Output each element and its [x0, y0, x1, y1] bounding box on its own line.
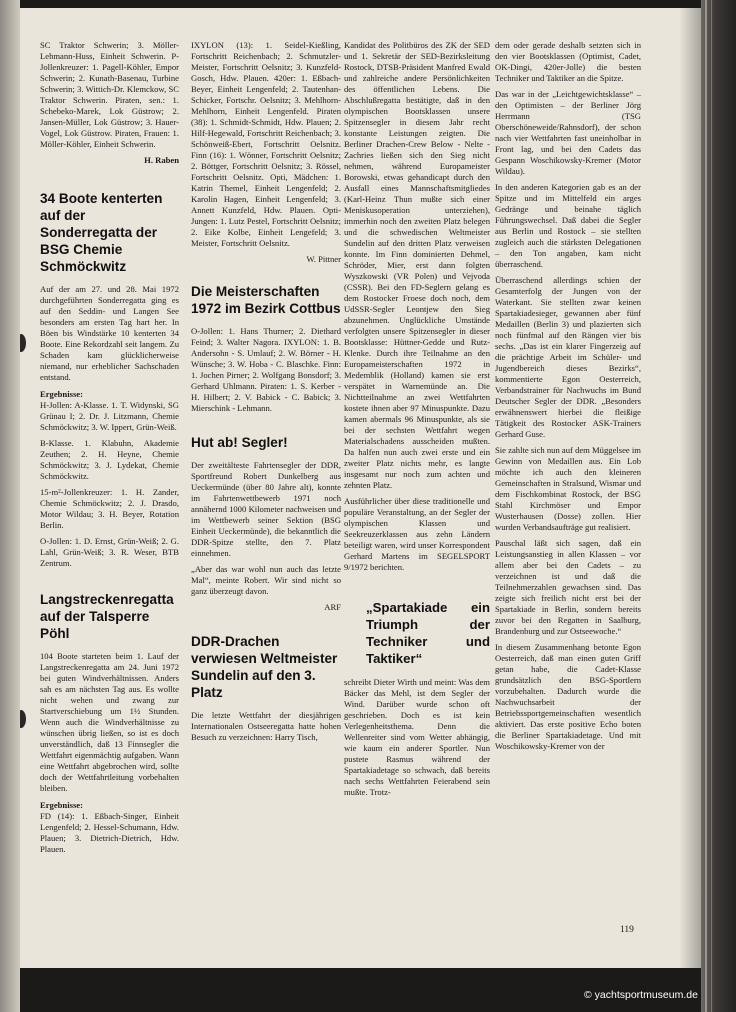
col4-paragraph-6: Pauschal läßt sich sagen, daß ein Leistungsanstieg in allen Klassen – vor allem aber bei den Cadets – zu verzeichnen ist und daß die Teilnehmerzahlen gewachsen sind. Das zeigte sich freilich nicht erst bei der Spartakiade in Berlin, sondern bereits zuvor bei den Regatten in Saalburg, Brandenburg und zur Ostseewoche.“	[495, 538, 641, 636]
column-3	[344, 40, 490, 803]
col3-paragraph-2: Ausführlicher über diese traditionelle und populäre Veranstaltung, an der Segler der olympischen Klassen und Seekreuzerklassen aus zehn Ländern beteiligt waren, wird unser Korrespondent Gerhard Martens im SEGELSPORT 9/1972 berichten.	[344, 496, 490, 572]
col2-signature: W. Pittner	[306, 254, 341, 264]
punch-hole-bottom	[20, 710, 26, 728]
results-b-klasse: B-Klasse. 1. Klabuhn, Akademie Zeuthen; 2. H. Heyne, Chemie Schmöckwitz; 3. J. Lydekat, Chemie Schmöckwitz.	[40, 438, 179, 481]
article-heading-hut-ab: Hut ab! Segler!	[191, 435, 288, 450]
book-edge-left	[0, 0, 20, 1012]
results-jollenkreuzer: 15-m²-Jollenkreuzer: 1. H. Zander, Chemie Schmöckwitz; 2. J. Drasdo, Motor Wildau; 3. H. Beyer, Rotation Berlin.	[40, 487, 179, 530]
column-4	[495, 40, 641, 757]
results-label: Ergebnisse:	[40, 800, 83, 810]
column-2	[191, 40, 341, 748]
article-heading-schmoeckwitz: 34 Boote kenterten auf der Sonderregatta der BSG Chemie Schmöckwitz	[40, 191, 163, 274]
punch-hole-top	[20, 334, 26, 352]
article-heading-ddr-drachen: DDR-Drachen verwiesen Weltmeister Sundelin auf den 3. Platz	[191, 634, 338, 700]
article-heading-spartakiade: „Spartakiade ein Triumph der Techniker und Taktiker“	[366, 600, 490, 666]
article-quote-hut-ab: „Aber das war wohl nun auch das letzte Mal“, meinte Robert. Wir sind nicht so ganz überzeugt davon.	[191, 564, 341, 596]
col4-paragraph-3: In den anderen Kategorien gab es an der Spitze und im Mittelfeld ein arges Gedränge und beinahe täglich Führungswechsel. Daß dabei die Segler aus Berlin und Rostock – sie stellten zugleich auch die stärksten Delegationen – den Ton angaben, kam nicht überraschend.	[495, 182, 641, 269]
column-1	[40, 40, 179, 860]
hut-ab-signature: ARF	[324, 602, 341, 612]
article-heading-poehl: Langstreckenregatta auf der Talsperre Pöhl	[40, 592, 174, 641]
watermark-text: © yachtsportmuseum.de	[584, 989, 698, 1001]
col1-signature: H. Raben	[144, 155, 179, 165]
col4-paragraph-7: In diesem Zusammenhang betonte Egon Oesterreich, daß man einen guten Griff getan habe, die Cadet-Klasse grundsätzlich den BSG-Sportlern vorzubehalten. Dadurch wurde die Nachwuchsarbeit der Betriebssportgemeinschaften wesentlich aktiviert. Das erste positive Echo boten die Berliner Spartakiadetage. Und mit Woschikowsky-Kremer von der	[495, 642, 641, 751]
article-body-ddr-drachen: Die letzte Wettfahrt der diesjährigen Internationalen Ostseeregatta hatte hohen Besuch zu verzeichnen: Harry Tisch,	[191, 710, 341, 742]
article-body-hut-ab: Der zweitälteste Fahrtensegler der DDR, Sportfreund Robert Dunkelberg aus Ueckermünde (über 80 Jahre alt), konnte im Fahrtenwettbewerb 1971 noch annähernd 1000 Kilometer nachweisen und im Wettbewerb seiner Sektion (BSG Einheit Ueckermünde), die bekanntlich die DDR-Spitze stellte, den 7. Platz einnehmen.	[191, 460, 341, 558]
col1-intro: SC Traktor Schwerin; 3. Möller-Lehmann-Huss, Einheit Schwerin. P-Jollenkreuzer: 1. Pagell-Köhler, Empor Schwerin; 2. Kunath-Basenau, Turbine Schwerin; 3. Wittich-Dr. Klemckow, SC Traktor Schwerin. Piraten, sen.: 1. Schebeko-Marek, Lok Güstrow; 2. Jansen-Müller, Lok Güstrow; 3. Hauer-Vogel, Lok Güstrow. Piraten, Frauen: 1. Möller-Köhler, Einheit Schwerin.	[40, 40, 179, 149]
results-fd: FD (14): 1. Eßbach-Singer, Einheit Lengenfeld; 2. Hessel-Schumann, Hdw. Plauen; 3. Dietrich-Dietrich, Hdw. Plauen.	[40, 811, 179, 854]
results-o-jollen: O-Jollen: 1. D. Ernst, Grün-Weiß; 2. G. Lahl, Grün-Weiß; 3. R. Weser, BTB Zentrum.	[40, 536, 179, 568]
col4-paragraph-5: Sie zahlte sich nun auf dem Müggelsee im Gewinn von Medaillen aus. Ein Lob möchte ich auch den kleineren Gemeinschaften in Stralsund, Wismar und dem Fischkombinat Rostock, der BSG Stahl Kirchmöser und Empor Wusterhausen (Dosse) zollen. Hier wurden Verbandsaufträge gut realisiert.	[495, 445, 641, 532]
results-label: Ergebnisse:	[40, 389, 83, 399]
col3-paragraph-1: Kandidat des Politbüros des ZK der SED und 1. Sekretär der SED-Bezirksleitung Rostock, DTSB-Präsident Manfred Ewald und zahlreiche andere Persönlichkeiten des öffentlichen Lebens. Die Abschlußregatta bestätigte, daß in den olympischen Bootsklassen unsere Spitzensegler in diesem Jahr recht konstante Leistungen zeigten. Die Berliner Drachen-Crew Below - Nelte - Zachries ließen sich den Sieg nicht nehmen, während Europameister Borowski, etwas gehandicapt durch den Ausfall eines Mannschaftsmitgliedes (Karl-Heinz Thun mußte sich einer Meniskusoperation unterziehen), immerhin noch den zweiten Platz belegen und die schwedischen Weltmeister Sundelin auf den dritten Platz verweisen konnte. Im Finn dominierten Dehmel, Schröder, Mier, erst dann folgten Wyszkowski (VR Polen) und Vejvoda (CSSR). Bei den FD-Seglern gelang es dem Rostocker Froese doch noch, dem UdSSR-Segler Leontjew den Sieg abzunehmen. Unglückliche Umstände verfolgten unsere Spitzensegler in dieser Bootsklasse: Hüttner-Gedde und Rutz-Klenke. Durch ihre Teilnahme an den Europameisterschaften 1972 in Medemblik (Holland) kamen sie erst verspätet in Warnemünde an. Die Nichtteilnahme an zwei Wettfahrten kostete ihnen aber 97 Minuspunkte. Dazu kamen abermals 96 Minuspunkte, als sie bei der sechsten Wettfahrt wegen Materialschadens ausscheiden mußten. Da halfen nun auch zwei erste und ein zweiter Platz nichts mehr, es langte insgesamt nur noch zum achten und zehnten Platz.	[344, 40, 490, 490]
results-h-jollen: H-Jollen: A-Klasse. 1. T. Widynski, SG Grünau I; 2. Dr. J. Litzmann, Chemie Schmöckwitz; 3. W. Ippert, Grün-Weiß.	[40, 400, 179, 432]
article-body-schmoeckwitz: Auf der am 27. und 28. Mai 1972 durchgeführten Sonderregatta ging es auf den Seddin- und Langen See besonders am ersten Tag hart her. In Böen bis Windstärke 10 kenterten 34 Boote. Eine Rekordzahl seit langem. Zu Schaden kam glücklicherweise niemand, nur erheblicher Sachschaden entstand.	[40, 284, 179, 382]
article-body-poehl: 104 Boote starteten beim 1. Lauf der Langstreckenregatta am 24. Juni 1972 bei guten Windverhältnissen. Anders sah es am nächsten Tag aus. Es wollte nicht wehen und zwang zur Startverschiebung um 1½ Stunden. Wenn auch die Windverhältnisse zu wünschen übrig ließen, so ist es doch unverständlich, daß 13 Finnsegler die Wettfahrt eigenmächtig aufgaben. Wann eine Wettfahrt abgebrochen wird, sollte doch der Wettfahrtleitung vorbehalten bleiben.	[40, 651, 179, 793]
page-number: 119	[620, 925, 634, 935]
col2-results: IXYLON (13): 1. Seidel-Kießling, Fortschritt Reichenbach; 2. Schmutzler-Meister, Fortschritt Oelsnitz; 3. Kunzfeld-Gosch, Hdw. Plauen. 420er: 1. Eßbach-Beyer, Einheit Lengenfeld; 2. Tautenhan-Schicker, Fortschr. Oelsnitz; 3. Mehlhorn-Mehlhorn, Einheit Lengenfeld. Piraten (38): 1. Schmidt-Schmidt, Hdw. Plauen; 2. Hilf-Hegewald, Fortschritt Reichenbach; 3. Schönweiß-Ebert, Fortschritt Oelsnitz. Finn (16): 1. Wönner, Fortschritt Oelsnitz; 2. Böttger, Fortschritt Oelsnitz; 3. Rössel, Fortschritt Oelsnitz. Opti, Mädchen: 1. Katrin Themel, Einheit Lengenfeld; 2. Karolin Hagen, Einheit Lengenfeld; 3. Annett Kunzfeld, Hdw. Plauen. Opti-Jungen: 1. Lutz Pestel, Fortschritt Oelsnitz; 2. Eike Kolbe, Einheit Lengefeld; 3. Meister, Fortschritt Oelsnitz.	[191, 40, 341, 248]
magazine-page	[20, 8, 701, 968]
col4-paragraph-4: Überraschend allerdings schien der Gesamterfolg der Jungen von der Waterkant. Sie stellten zwar keinen Spartakiadesieger, gewannen aber fünf Medaillen (Berlin 3) und plazierten sich noch fünfmal auf den Rängen vier bis sechs. „Das ist ein klarer Fingerzeig auf die prächtige Arbeit im Schüler- und Jugendbereich dieses Bezirks“, kommentierte Egon Oesterreich, Verbandstrainer für Nachwuchs im Bund Deutscher Segler der DDR. „Besonders erwähnenswert hierbei die fleißige Tätigkeit des Rostocker ASK-Trainers Gerhard Guse.	[495, 275, 641, 439]
col4-paragraph-1: dem oder gerade deshalb setzten sich in den vier Bootsklassen (Optimist, Cadet, OK-Dingi, 420er-Jolle) die besten Techniker und Taktiker an die Spitze.	[495, 40, 641, 83]
col4-paragraph-2: Das war in der „Leichtgewichtsklasse“ – den Optimisten – der Berliner Jörg Herrmann (TSG Oberschöneweide/Rahnsdorf), der schon nach vier Wettfahrten fast uneinholbar in Front lag, und bei den Cadets das Gespann Woschikowsky-Kremer (Motor Wildau).	[495, 89, 641, 176]
col3-paragraph-3: schreibt Dieter Wirth und meint: Was dem Bäcker das Mehl, ist dem Segler der Wind. Darüber wurde schon oft geschrieben. Doch es ist kein Verlegenheitsthema. Denn die Wellenreiter sind vom Wetter abhängig, wie kaum ein anderer Sportler. Nun pustete Rasmus während der Spartakiadetage so schwach, daß bereits nach sechs Wettfahrten Feierabend sein mußte. Trotz-	[344, 677, 490, 797]
article-body-cottbus: O-Jollen: 1. Hans Thurner; 2. Diethard Feind; 3. Walter Nagora. IXYLON: 1. B. Andersohn - S. Umlauf; 2. W. Börner - H. Wünsche; 3. W. Hoba - C. Blaschke. Finn: 1. Jochen Pirner; 2. Wolfgang Bonsdorf; 3. Gerhard Uhlmann. Piraten: 1. S. Kerber - H. Hilbert; 2. V. Babick - C. Babick; 3. Mierschink - Lehmann.	[191, 326, 341, 413]
article-heading-cottbus: Die Meisterschaften 1972 im Bezirk Cottbus	[191, 284, 341, 316]
book-edge-right	[701, 0, 736, 1012]
